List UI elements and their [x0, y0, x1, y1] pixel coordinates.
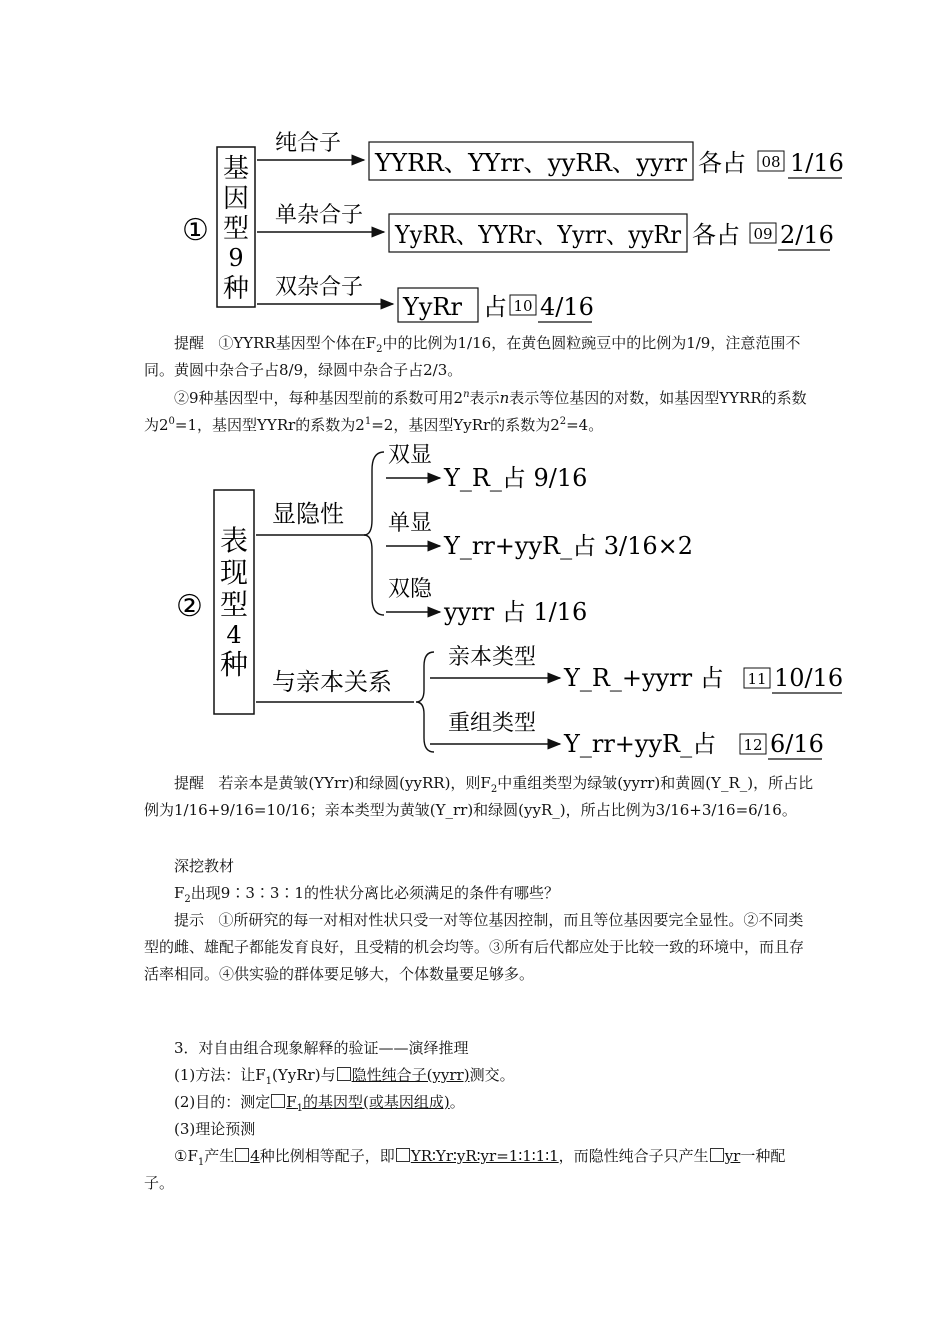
phenotype-diagram — [0, 440, 950, 770]
tip-lead: 提示 — [174, 911, 205, 929]
section-title: 3．对自由组合现象解释的验证——演绎推理 — [174, 1039, 469, 1057]
sub-label: 双显 — [388, 443, 433, 468]
genotype-diagram — [0, 0, 950, 330]
row-label: 单杂合子 — [275, 203, 364, 228]
item-number: 12 — [743, 736, 763, 754]
share-label: 各占 — [698, 149, 746, 177]
box-char: 因 — [222, 184, 250, 214]
box-char: 表 — [219, 524, 249, 557]
row-label: 双杂合子 — [275, 275, 364, 300]
share-value: 2/16 — [780, 221, 834, 249]
item-number: 08 — [761, 153, 781, 171]
prediction-heading: (3)理论预测 — [174, 1120, 256, 1138]
tip-paragraph-2: ②9种基因型中，每种基因型前的系数可用2$^n$表示n表示等位基因的对数，如基因型YYRR的系数为$2^0=1$，基因型YYRr的系数为$2^1=2$，基因型YyRr的系数为$2^2=4$。 — [144, 389, 807, 434]
share-value: 4/16 — [540, 293, 594, 321]
row-label: 纯合子 — [275, 131, 342, 156]
relation-value: 10/16 — [774, 664, 844, 692]
blank-box-icon — [235, 1148, 249, 1162]
branch-label: 显隐性 — [272, 500, 344, 528]
tip-paragraph-1: 提醒 ①YYRR基因型个体在$F_2$中的比例为1/16，在黄色圆粒豌豆中的比例为1/9，注意范围不同。黄圆中杂合子占8/9，绿圆中杂合子占2/3。 — [144, 334, 801, 379]
marker-1: ① — [182, 213, 209, 248]
relation-ratio: Y_rr+yyR_占 — [564, 730, 717, 758]
phenotype-ratio: Y_R_占 9/16 — [444, 464, 588, 492]
phenotype-ratio: Y_rr+yyR_占 3/16×2 — [444, 532, 693, 560]
box-char: 9 — [228, 244, 244, 272]
tip-lead: 提醒 — [174, 334, 205, 352]
deep-heading: 深挖教材 — [174, 857, 235, 875]
share-label: 占 — [483, 293, 507, 321]
box-char: 种 — [222, 274, 250, 304]
prediction-line: $①F_1$产生 4种比例相等配子，即 YR∶Yr∶yR∶yr=1∶1∶1∶1，而隐性纯合子只产生 yr一种配子。 — [144, 1147, 786, 1192]
box-char: 种 — [219, 648, 249, 681]
sub-label: 单显 — [388, 511, 433, 536]
purpose-line: (2)目的：测定 $F_1$的基因型(或基因组成)。 — [174, 1093, 465, 1114]
sub-label: 双隐 — [388, 577, 433, 602]
deep-answer: 提示 ①所研究的每一对相对性状只受一对等位基因控制，而且等位基因要完全显性。②不同类型的雌、雄配子都能发育良好，且受精的机会均等。③所有后代都应处于比较一致的环境中，而且存活率相同。④供实验的群体要足够大，个体数量要足够多。 — [144, 911, 805, 983]
blank-box-icon — [710, 1148, 724, 1162]
box-char: 基 — [222, 154, 250, 184]
blank-box-icon — [396, 1148, 410, 1162]
method-line: (1)方法：让$F_1(YyRr)$与 隐性纯合子(yyrr)测交。 — [174, 1066, 515, 1087]
genotype-list: YYRR、YYrr、yyRR、yyrr — [373, 149, 688, 177]
item-number: 10 — [513, 297, 533, 315]
box-char: 4 — [226, 621, 242, 649]
branch-label: 与亲本关系 — [272, 668, 392, 696]
relation-ratio: Y_R_+yyrr 占 — [564, 664, 724, 692]
box-char: 型 — [219, 588, 249, 621]
genotype-list: YyRR、YYRr、Yyrr、yyRr — [394, 221, 682, 249]
box-char: 现 — [219, 556, 249, 589]
phenotype-ratio: yyrr 占 1/16 — [444, 598, 588, 626]
tip-lead: 提醒 — [174, 774, 205, 792]
deep-question: $F_2$出现9∶3∶3∶1的性状分离比必须满足的条件有哪些？ — [174, 884, 559, 905]
sub-label: 重组类型 — [448, 711, 537, 736]
item-number: 09 — [753, 225, 773, 243]
share-label: 各占 — [692, 221, 740, 249]
marker-2: ② — [176, 589, 203, 624]
blank-box-icon — [271, 1094, 285, 1108]
sub-label: 亲本类型 — [448, 645, 537, 670]
genotype-list: YyRr — [403, 293, 462, 321]
tip-paragraph-3: 提醒 若亲本是黄皱(YYrr)和绿圆(yyRR)，则$F_2$中重组类型为绿皱(yyrr)和黄圆(Y_R_)，所占比例为1/16+9/16=10/16；亲本类型为黄皱(Y_rr)和绿圆(yyR_)，所占比例为3/16+3/16=6/16。 — [144, 774, 814, 819]
blank-box-icon — [337, 1067, 351, 1081]
share-value: 1/16 — [790, 149, 844, 177]
box-char: 型 — [222, 214, 250, 244]
item-number: 11 — [747, 670, 767, 688]
relation-value: 6/16 — [770, 730, 824, 758]
